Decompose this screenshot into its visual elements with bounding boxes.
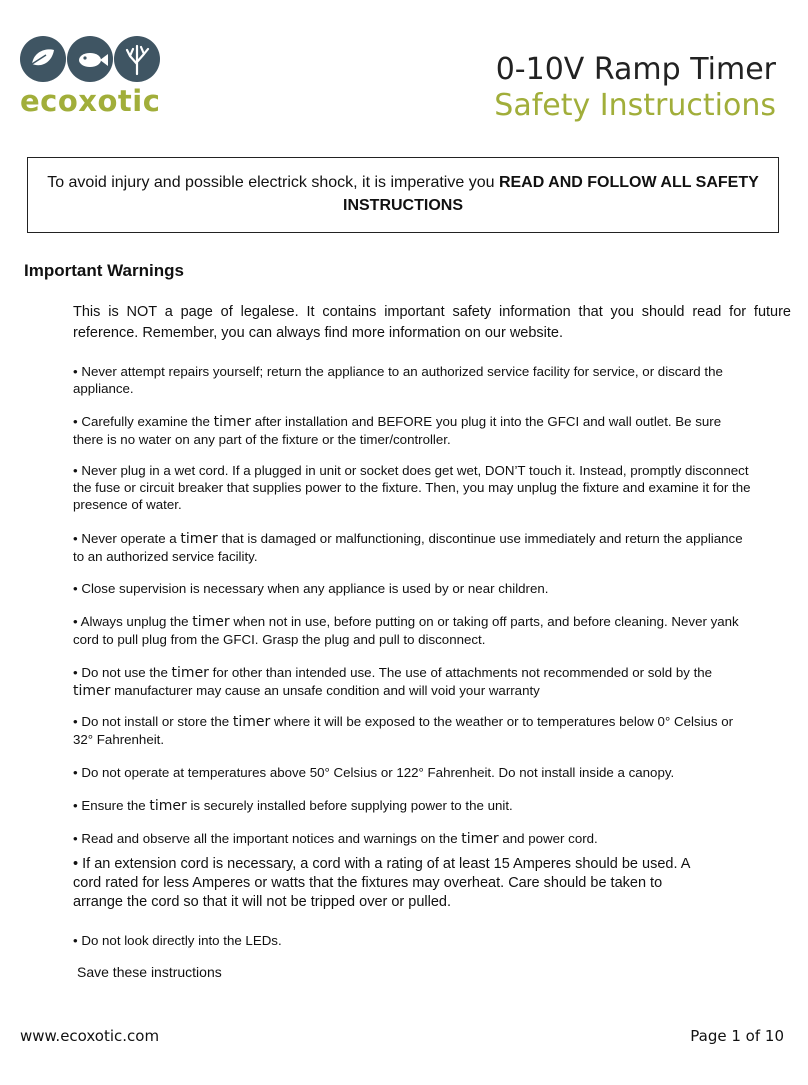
warning-item: • If an extension cord is necessary, a cord with a rating of at least 15 Amperes should be used. A cord rated for less Amperes or watts that the fixtures may overheat. Care should be taken to arrange the cord so that it will not be tripped over or pulled. [73,856,690,910]
save-instructions: Save these instructions [77,964,222,980]
warning-item: • Read and observe all the important notices and warnings on the timer and power cord. [73,831,598,847]
warning-item: • Do not operate at temperatures above 50° Celsius or 122° Fahrenheit. Do not install inside a canopy. [73,765,675,780]
section-heading: Important Warnings [24,261,184,280]
warning-item: • Do not install or store the timer where it will be exposed to the weather or to temperatures below 0° Celsius or 32° Fahrenheit. [73,714,734,747]
intro-paragraph: This is NOT a page of legalese. It contains important safety information that you should read for future reference. Remember, you can always find more information on our website. [73,304,791,341]
warning-item: • Never operate a timer that is damaged or malfunctioning, discontinue use immediately and return the appliance to an authorized service facility. [73,531,743,564]
logo-circles-icon [20,36,160,82]
warning-item: • Do not use the timer for other than intended use. The use of attachments not recommended or sold by the timer manufacturer may cause an unsafe condition and will void your warranty [73,665,713,699]
warning-item: • Never attempt repairs yourself; return the appliance to an authorized service facility for service, or discard the appliance. [73,364,723,396]
safety-notice-box [27,157,779,233]
document-title [494,52,776,124]
warning-item: • Carefully examine the timer after installation and BEFORE you plug it into the GFCI and wall outlet. Be sure there is no water on any part of the fixture or the timer/controller. [73,414,722,447]
page-number: Page 1 of 10 [690,1027,784,1045]
warning-item: • Never plug in a wet cord. If a plugged in unit or socket does get wet, DON’T touch it. Instead, promptly disconnect the fuse or circuit breaker that supplies power to the fixture. Then, you may unplug the fixture and examine it for the presence of water. [73,463,751,512]
warning-item: • Close supervision is necessary when any appliance is used by or near children. [73,581,549,596]
warning-item: • Do not look directly into the LEDs. [73,933,282,948]
logo-brand: ecoxotic [20,84,161,118]
notice-text: To avoid injury and possible electrick shock, it is imperative you [47,174,499,191]
subtitle-line: Safety Instructions [494,88,776,123]
ecoxotic-logo [20,36,160,120]
warning-item: • Always unplug the timer when not in use, before putting on or taking off parts, and before cleaning. Never yank cord to pull plug from the GFCI. Grasp the plug and pull to disconnect. [73,614,739,647]
title-line: 0-10V Ramp Timer [495,52,776,87]
footer-website[interactable]: www.ecoxotic.com [20,1027,160,1045]
warning-item: • Ensure the timer is securely installed before supplying power to the unit. [73,798,513,814]
notice-emphasis: READ AND FOLLOW ALL SAFETY INSTRUCTIONS [343,174,759,214]
